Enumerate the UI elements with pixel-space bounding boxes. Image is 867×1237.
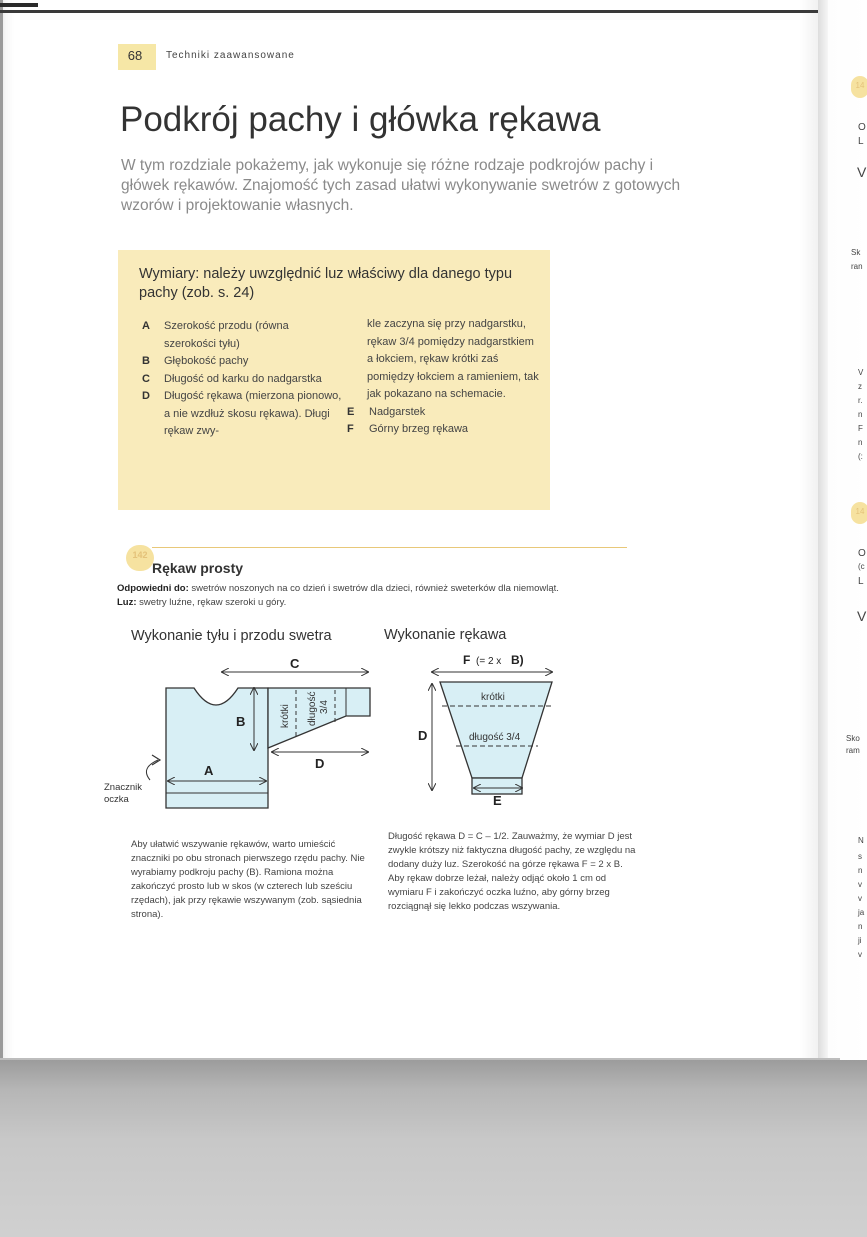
- next-page-fragment: ji: [858, 936, 862, 945]
- next-page-fragment: V: [857, 608, 867, 624]
- section-number: 142: [132, 550, 148, 560]
- sleeve-cuff: [472, 778, 522, 794]
- next-page-fragment: L: [858, 136, 864, 147]
- label-sleeve-short: krótki: [481, 692, 505, 703]
- intro-paragraph: W tym rozdziale pokażemy, jak wykonuje się różne rodzaje podkrojów pachy i główek rękawów. Znajomość tych zasad ułatwi wykonywanie swetrów z gotowych wzorów i projektowanie własnych.: [121, 157, 681, 214]
- next-page-badge: [851, 502, 867, 524]
- diagram-heading-sleeve: Wykonanie rękawa: [384, 627, 507, 643]
- label-short-vertical: krótki: [280, 704, 291, 728]
- list-item: [347, 404, 542, 422]
- next-page-fragment: n: [858, 438, 863, 447]
- label-d-sleeve: D: [418, 728, 428, 743]
- label-c: C: [290, 656, 300, 671]
- list-key: A: [142, 320, 150, 332]
- next-page-fragment: n: [858, 410, 863, 419]
- marker-label-2: oczka: [104, 794, 129, 805]
- body-shape: [166, 688, 268, 808]
- section-info: [117, 582, 677, 610]
- scanner-shadow: [0, 1060, 867, 1237]
- suitable-line: [117, 582, 677, 596]
- section-rule: [152, 547, 627, 548]
- top-rule: [0, 10, 820, 13]
- sleeve-instructions: Długość rękawa D = C – 1/2. Zauważmy, że wymiar D jest zwykle krótszy niż faktyczna długość pachy, ze względu na dodany duży luz. Szerokość na górze rękawa F = 2 x B. Aby rękaw dobrze leżał, należy odjąć około 1 cm od wymiaru F i zakończyć oczka luźno, aby górny brzeg rozciągnął się lekko podczas wszywania.: [388, 831, 636, 912]
- measurements-list-left: [142, 318, 342, 441]
- next-page-fragment: F: [858, 424, 863, 433]
- page-number: 68: [127, 48, 143, 63]
- list-item: [142, 318, 342, 353]
- next-page-fragment: s: [858, 852, 862, 861]
- list-key: C: [142, 372, 150, 385]
- label-d-body: D: [315, 756, 325, 771]
- running-header: Techniki zaawansowane: [166, 50, 295, 61]
- list-item: [347, 421, 542, 439]
- ease-label: Luz:: [117, 597, 137, 608]
- next-page-fragment: n: [858, 922, 863, 931]
- section-title: Rękaw prosty: [152, 560, 244, 576]
- page-left-edge: [0, 0, 3, 1060]
- measurements-heading: Wymiary: należy uwzględnić luz właściwy dla danego typu pachy (zob. s. 24): [139, 266, 513, 301]
- list-text: Nadgarstek: [369, 405, 426, 418]
- ease-text: swetry luźne, rękaw szeroki u góry.: [139, 597, 287, 608]
- list-key: F: [347, 423, 354, 435]
- label-length-vertical: długość: [307, 691, 318, 726]
- next-page-fragment: O: [858, 548, 866, 559]
- suitable-label: Odpowiedni do:: [117, 583, 189, 594]
- next-page-fragment: N: [858, 836, 864, 845]
- next-page-fragment: ran: [851, 262, 863, 271]
- knitting-diagram: [95, 650, 575, 825]
- next-page-badge-text: 14: [855, 81, 865, 90]
- top-edge-mark: [0, 3, 38, 7]
- label-f-formula: (= 2 x: [476, 656, 502, 667]
- next-page-fragment: Sk: [851, 248, 861, 257]
- list-text: Długość od karku do nadgarstka: [164, 372, 322, 385]
- body-piece: [166, 688, 370, 808]
- diagram-heading-body: Wykonanie tyłu i przodu swetra: [131, 628, 332, 644]
- book-spine: [818, 0, 828, 1060]
- next-page-fragment: v: [858, 880, 862, 889]
- next-page-fragment: v: [858, 950, 862, 959]
- ease-line: [117, 596, 677, 610]
- next-page-fragment: Sko: [846, 734, 860, 743]
- list-key: E: [347, 405, 355, 418]
- next-page-fragment: ram: [846, 746, 860, 755]
- next-page-fragment: (c: [858, 562, 865, 571]
- label-e: E: [493, 793, 502, 808]
- next-page-fragment: n: [858, 866, 863, 875]
- label-sleeve-34: długość 3/4: [469, 732, 521, 743]
- suitable-text: swetrów noszonych na co dzień i swetrów dla dzieci, również sweterków dla niemowląt.: [191, 583, 559, 594]
- next-page-badge-text: 14: [855, 507, 865, 516]
- next-page-fragment: V: [858, 368, 864, 377]
- next-page-fragment: O: [858, 122, 866, 133]
- next-page-fragment: z: [858, 382, 862, 391]
- list-text: Szerokość przodu (równa szerokości tyłu): [164, 320, 289, 350]
- page-title: Podkrój pachy i główka rękawa: [120, 100, 601, 139]
- marker-arrowhead: [152, 755, 160, 765]
- next-page-fragment: L: [858, 576, 864, 587]
- list-text: Długość rękawa (mierzona pionowo, a nie wzdłuż skosu rękawa). Długi rękaw zwy-: [164, 390, 342, 437]
- label-f-b: B): [511, 653, 524, 667]
- marker-label-1: Znacznik: [104, 782, 143, 793]
- list-text: Górny brzeg rękawa: [369, 423, 469, 435]
- label-b: B: [236, 714, 246, 729]
- label-a: A: [204, 763, 214, 778]
- measurements-list-right: [347, 316, 542, 439]
- next-page-fragment: ja: [858, 908, 865, 917]
- label-34-vertical: 3/4: [319, 700, 330, 714]
- next-page-fragment: (:: [858, 452, 863, 461]
- list-item: [142, 388, 342, 441]
- list-text: Głębokość pachy: [164, 355, 249, 367]
- list-item: [142, 371, 342, 389]
- next-page-fragment: v: [858, 894, 862, 903]
- body-instructions: Aby ułatwić wszywanie rękawów, warto umieścić znaczniki po obu stronach pierwszego rzędu pachy. Nie wyrabiamy podkroju pachy (B). Ramiona można zakończyć prosto lub w skos (w czterech lub sześciu rzędach), jak przy rękawie wszywanym (zob. sąsiednia strona).: [131, 839, 365, 920]
- list-key: B: [142, 355, 150, 367]
- next-page-badge: [851, 76, 867, 98]
- list-continuation: kle zaczyna się przy nadgarstku, rękaw 3/4 pomiędzy nadgarstkiem a łokciem, rękaw krótki zaś pomiędzy łokciem a ramieniem, tak jak pokazano na schemacie.: [367, 318, 539, 400]
- next-page-fragment: r.: [858, 396, 863, 405]
- list-key: D: [142, 390, 150, 402]
- list-item: [142, 353, 342, 371]
- next-page-fragment: V: [857, 164, 867, 180]
- label-f: F: [463, 653, 471, 667]
